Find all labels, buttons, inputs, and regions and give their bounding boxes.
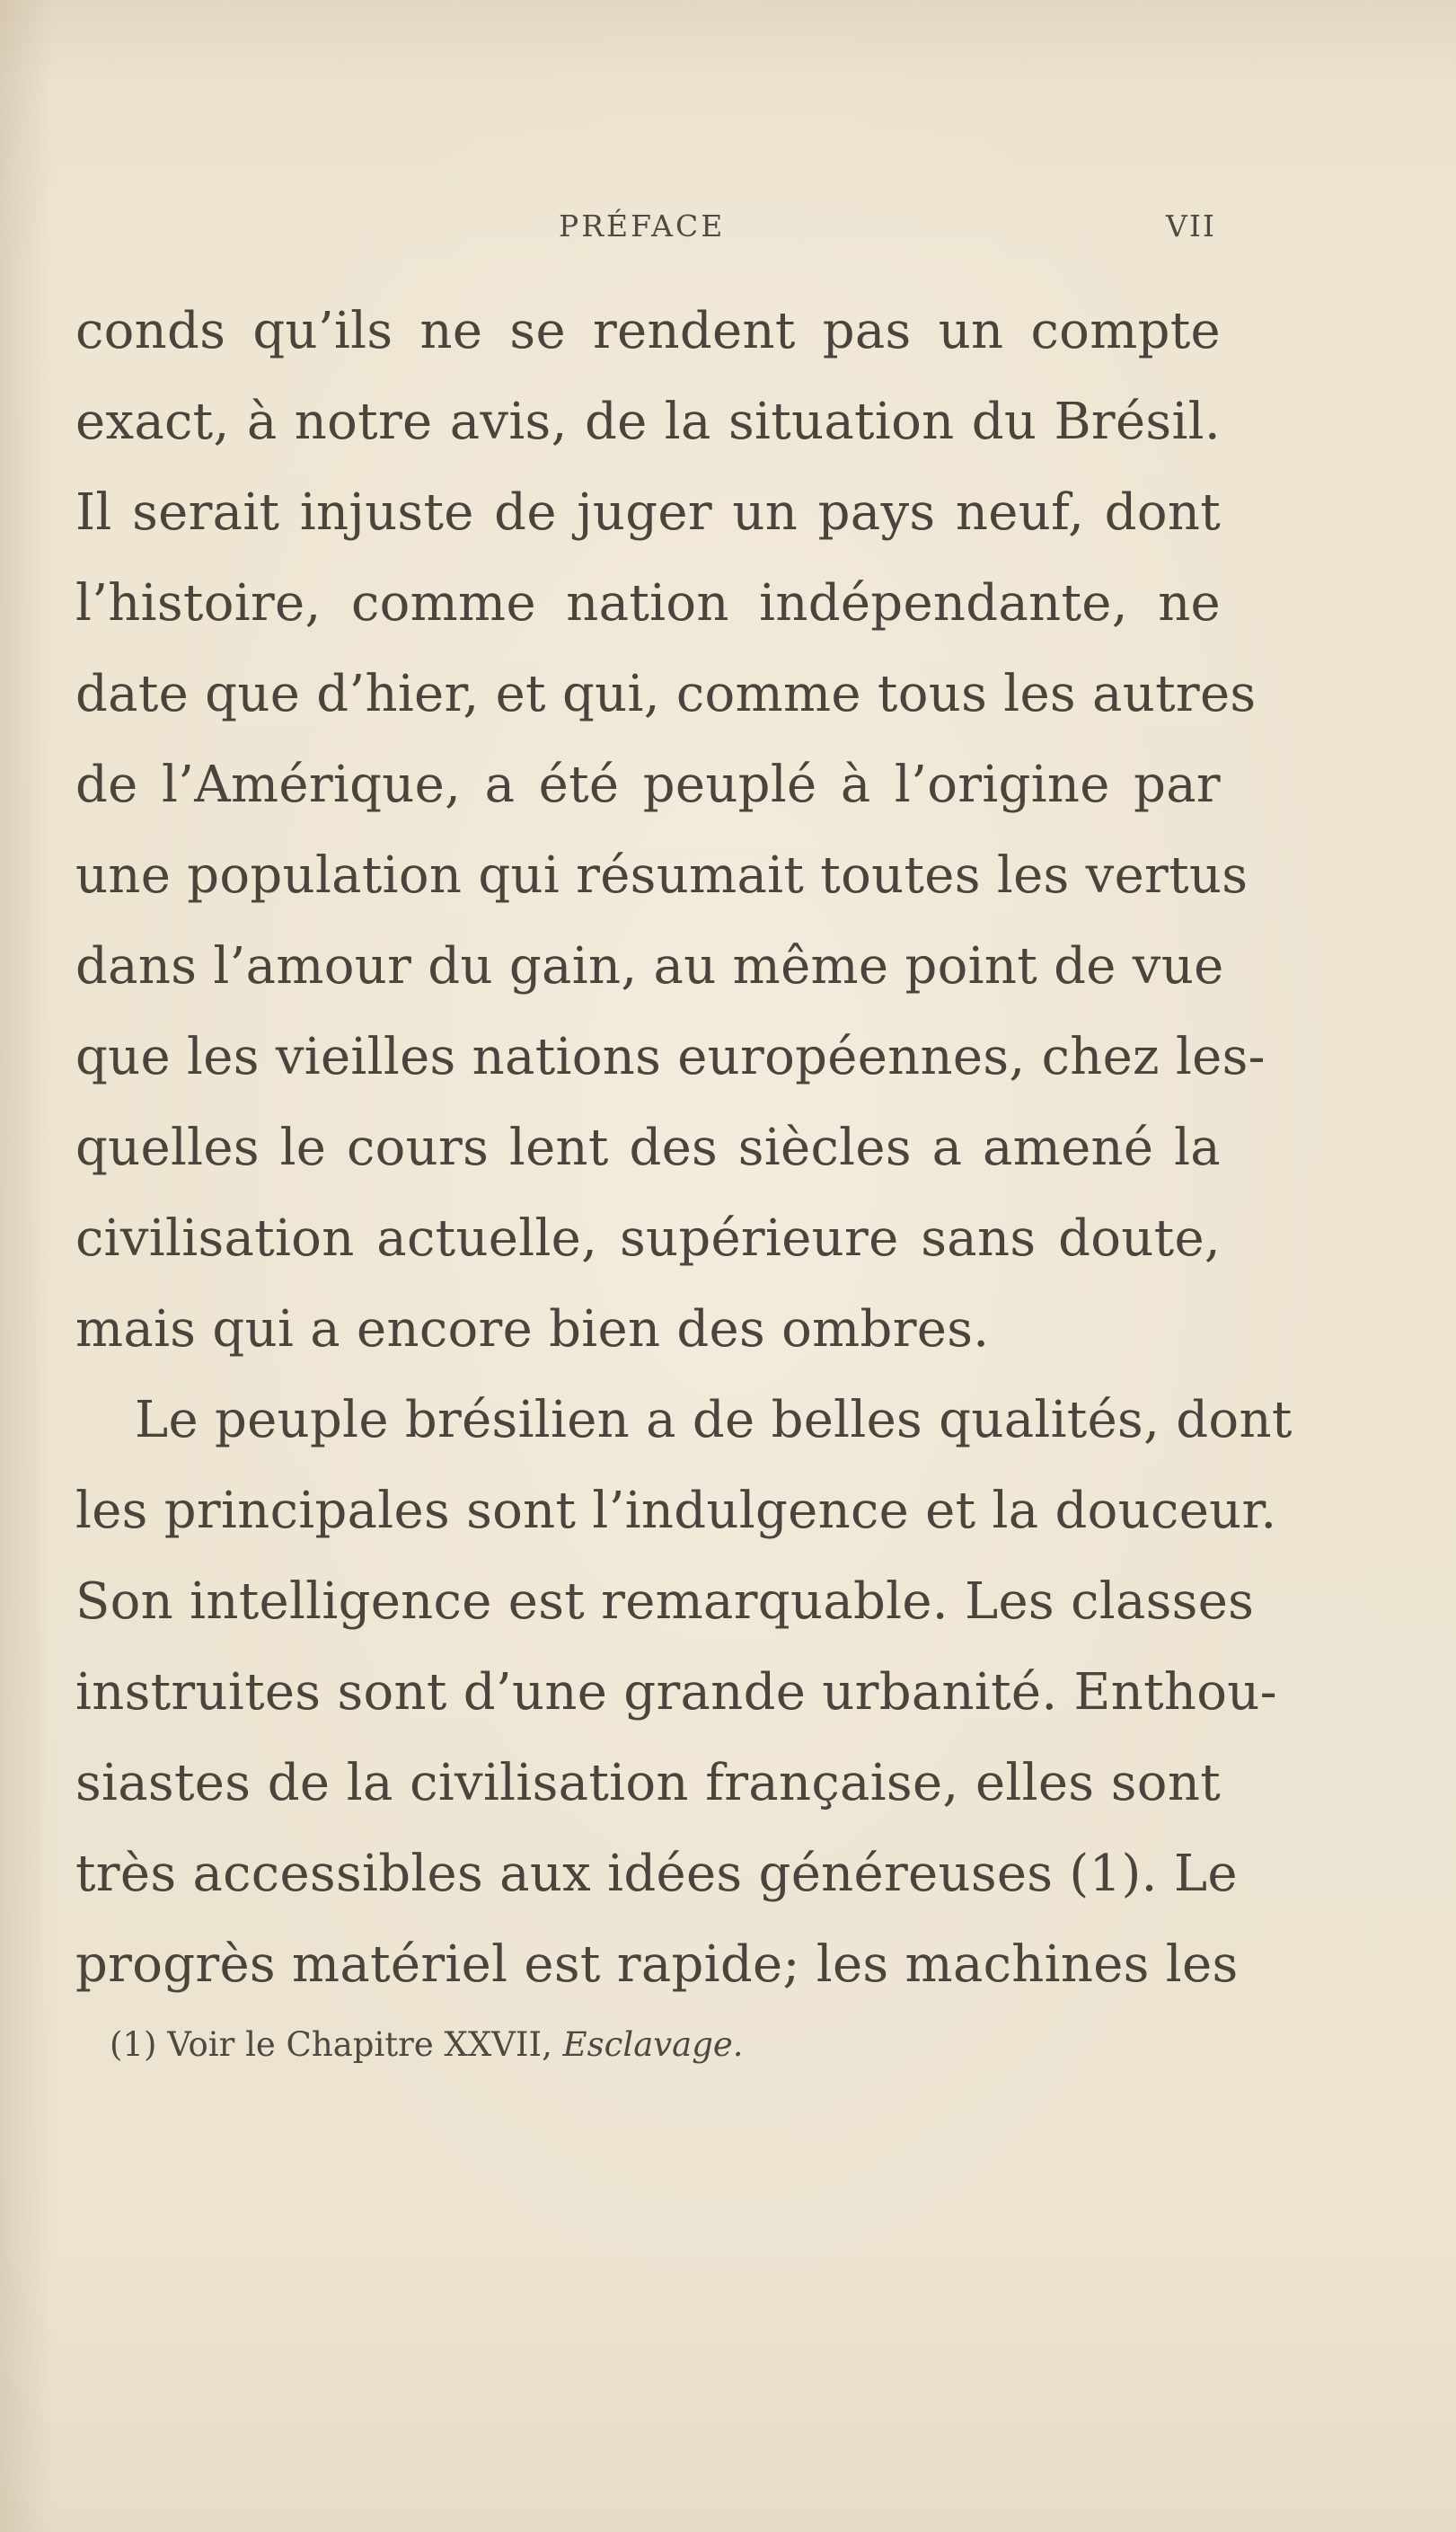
text-line: exact, à notre avis, de la situation du Brésil. [75, 393, 1221, 451]
text-line: conds qu’ils ne se rendent pas un compte [75, 302, 1221, 360]
text-line: une population qui résumait toutes les vertus [75, 846, 1249, 905]
paragraph-start-line: Le peuple brésilien a de belles qualités, dont [135, 1391, 1293, 1449]
text-line: quelles le cours lent des siècles a amené la [75, 1119, 1221, 1177]
footnote-marker: (1) [110, 2025, 157, 2064]
text-line: très accessibles aux idées généreuses (1). Le [75, 1845, 1238, 1903]
text-line: dans l’amour du gain, au même point de vue [75, 937, 1224, 996]
footnote-text: Voir le Chapitre XXVII, [167, 2025, 552, 2064]
text-line: siastes de la civilisation française, elles sont [75, 1754, 1221, 1812]
text-line: l’histoire, comme nation indépendante, ne [75, 574, 1221, 633]
text-line: que les vieilles nations européennes, chez les- [75, 1028, 1266, 1086]
text-line: les principales sont l’indulgence et la douceur. [75, 1482, 1277, 1540]
text-line: instruites sont d’une grande urbanité. Enthou- [75, 1663, 1277, 1722]
text-line: progrès matériel est rapide; les machines les [75, 1935, 1239, 1994]
footnote [110, 2025, 744, 2064]
text-line: Son intelligence est remarquable. Les classes [75, 1572, 1255, 1631]
page-number: VII [1166, 208, 1216, 243]
text-line: Il serait injuste de juger un pays neuf, dont [75, 483, 1221, 542]
body-text [75, 286, 1293, 2010]
text-line: mais qui a encore bien des ombres. [75, 1300, 990, 1359]
footnote-reference: Esclavage. [562, 2025, 744, 2064]
text-line: civilisation actuelle, supérieure sans doute, [75, 1209, 1221, 1268]
running-title: PRÉFACE [559, 208, 726, 243]
text-line: date que d’hier, et qui, comme tous les autres [75, 665, 1257, 723]
text-line: de l’Amérique, a été peuplé à l’origine par [75, 756, 1221, 814]
